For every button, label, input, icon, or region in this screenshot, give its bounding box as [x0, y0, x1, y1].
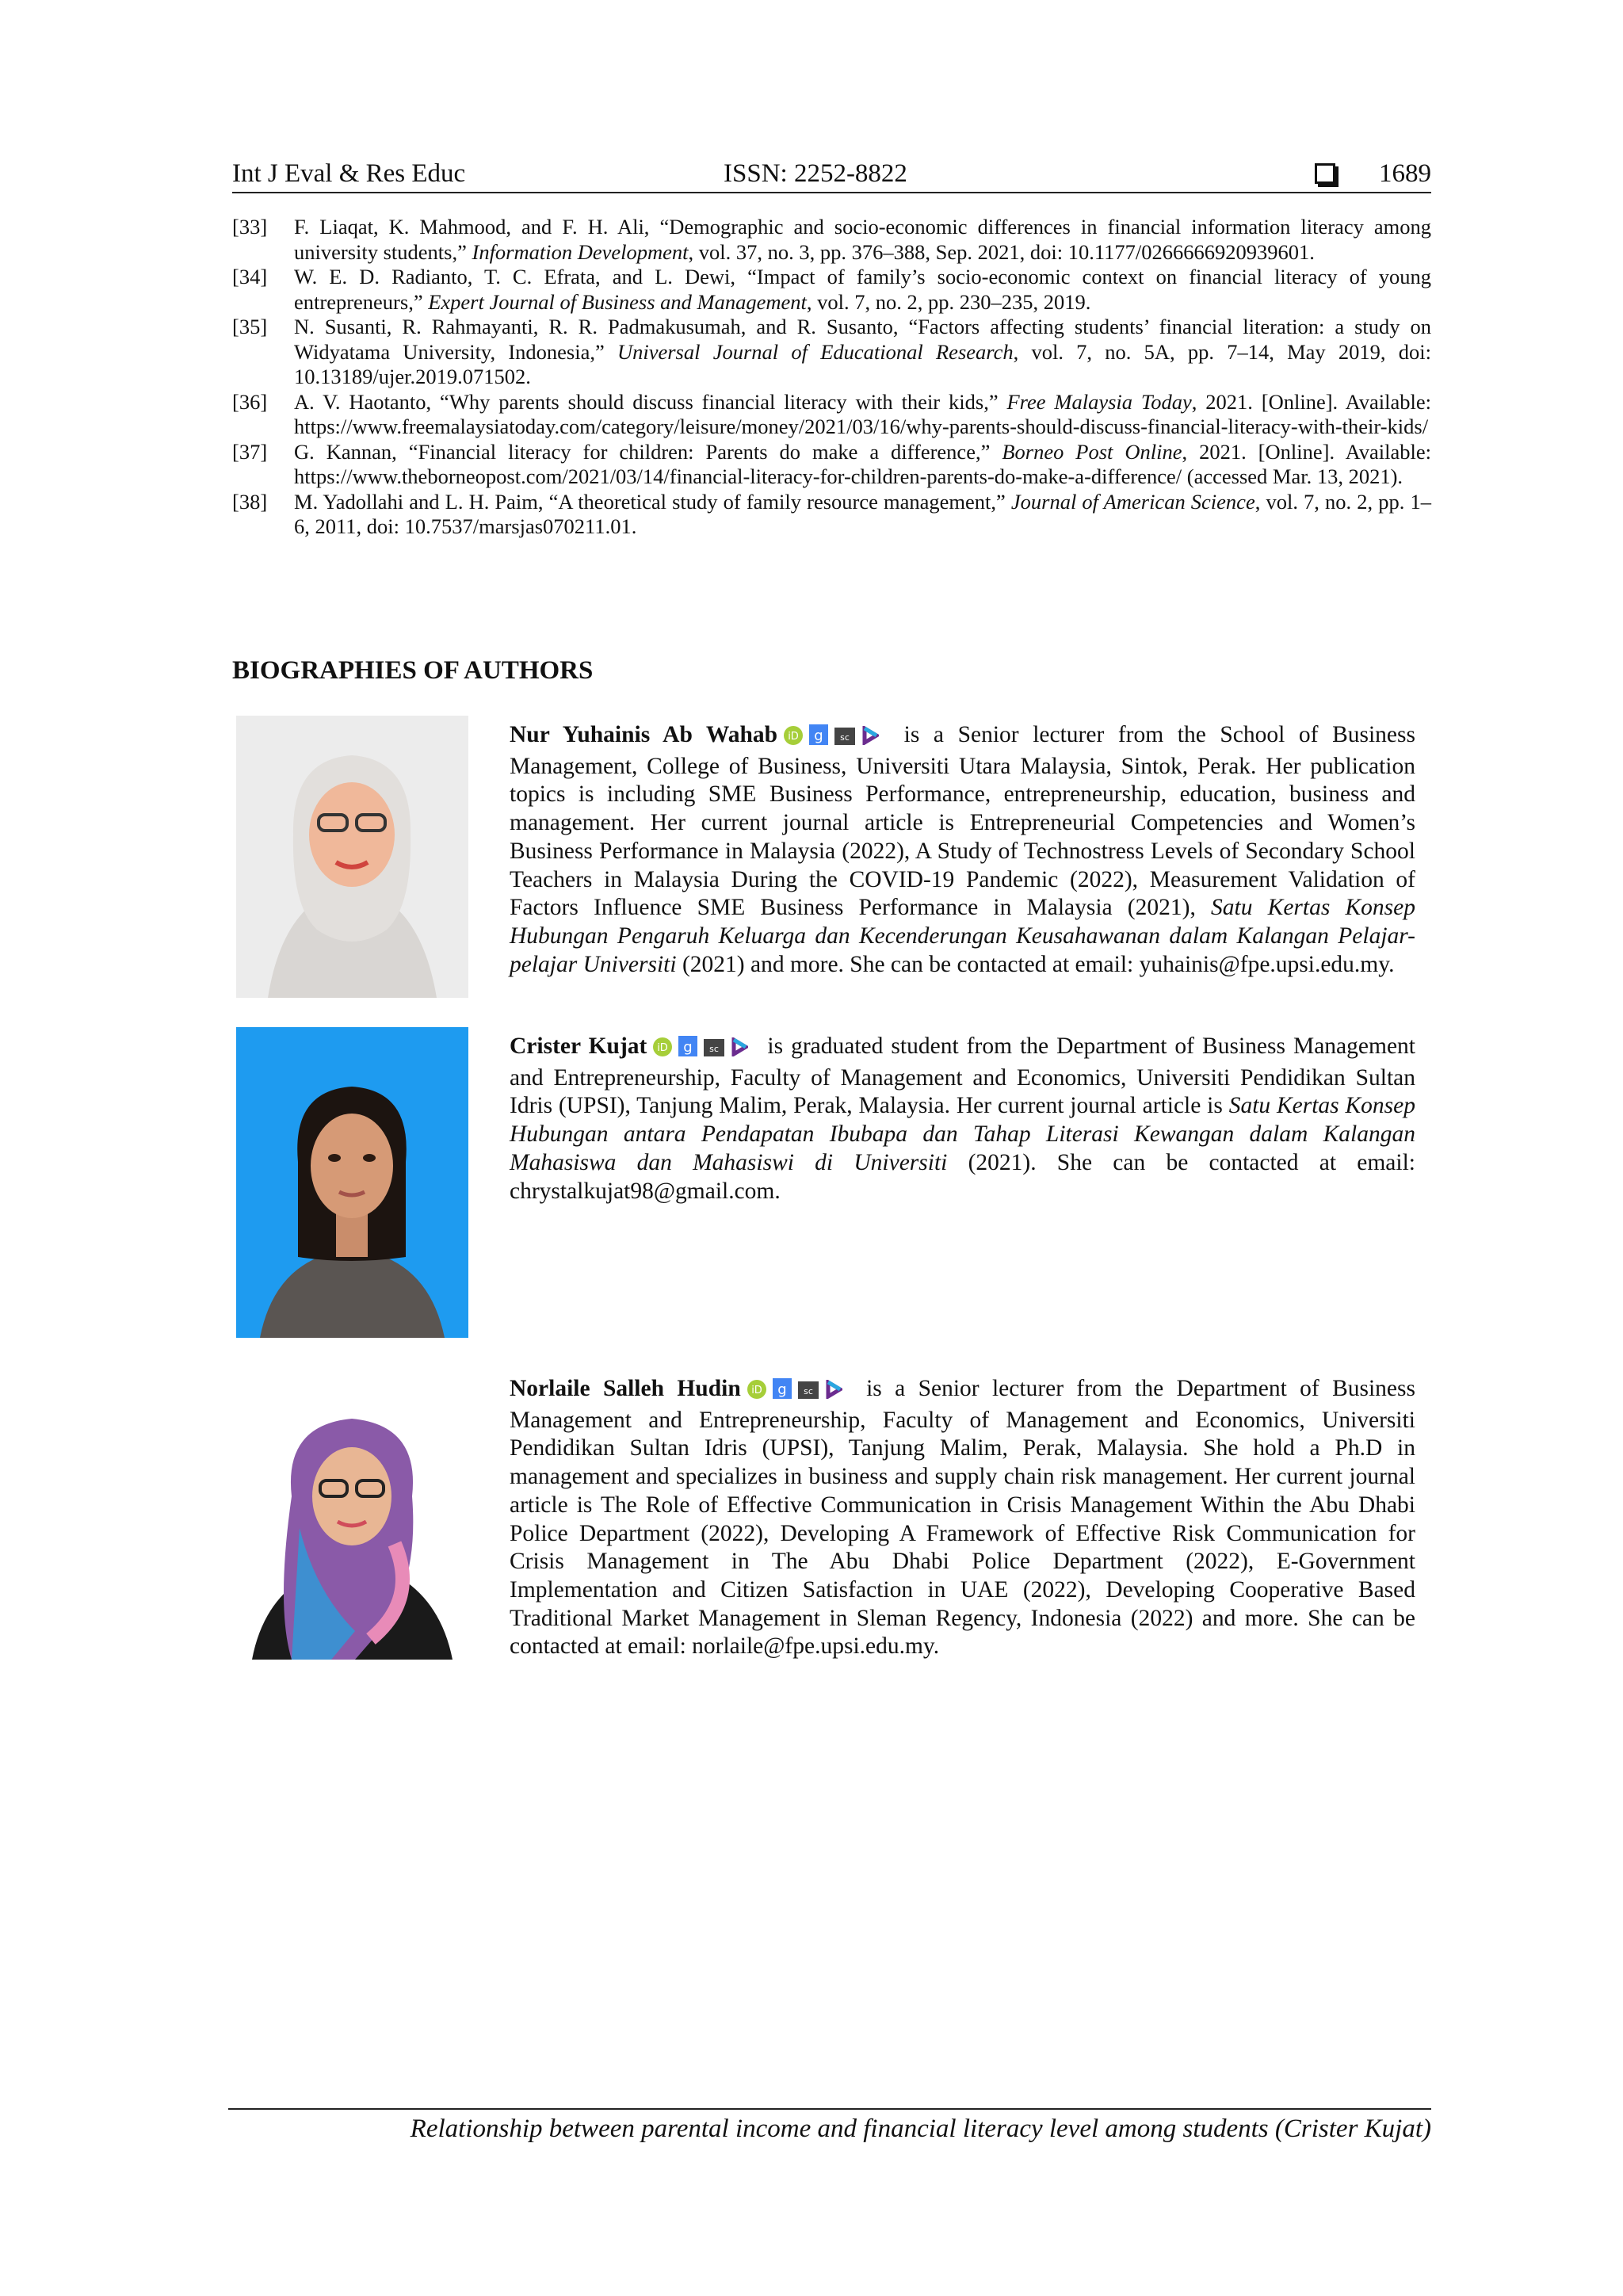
reference-number: [36] — [232, 389, 268, 414]
svg-text:iD: iD — [750, 1385, 762, 1396]
author-name: Norlaile Salleh Hudin — [510, 1376, 741, 1401]
google-scholar-icon[interactable] — [678, 1036, 697, 1064]
orcid-icon[interactable] — [747, 1378, 766, 1407]
author-profile-icons — [747, 1378, 849, 1407]
google-scholar-icon[interactable] — [773, 1378, 792, 1407]
reference-list — [232, 215, 1431, 540]
svg-text:sc: sc — [709, 1044, 720, 1054]
author-profile-icons — [784, 724, 885, 753]
author-bio-text: is graduated student from the Department of Business Management and Entrepreneurship, Faculty of Management and Economics, Universiti Pendidikan Sultan Idris (UPSI), Tanjung Malim, Perak, Malaysia. Her current journal article is — [510, 1033, 1415, 1119]
author-bio-italic: Satu Kertas Konsep Hubungan Pengaruh Keluarga dan Kecenderungan Keusahawanan dalam Kalangan Pelajar-pelajar Universiti — [510, 895, 1415, 977]
svg-text:g: g — [683, 1039, 693, 1056]
issn: ISSN: 2252-8822 — [724, 159, 907, 188]
reference-text: M. Yadollahi and L. H. Paim, “A theoretical study of family resource management,” Journal of American Science, vol. 7, no. 2, pp. 1–6, 2011, doi: 10.7537/marsjas070211.01. — [294, 489, 1431, 538]
reference-text: A. V. Haotanto, “Why parents should discuss financial literacy with their kids,” Free Malaysia Today, 2021. [Online]. Available: https://www.freemalaysiatoday.com/category/leisure/money/2021/03/16/why-parents-should-discuss-financial-literacy-with-their-kids/ — [294, 389, 1432, 438]
author-photo — [236, 716, 468, 998]
reference-item — [232, 390, 1431, 440]
reference-number: [38] — [232, 489, 268, 514]
reference-number: [37] — [232, 439, 268, 464]
section-title: BIOGRAPHIES OF AUTHORS — [232, 656, 594, 685]
svg-text:iD: iD — [788, 731, 799, 743]
svg-text:sc: sc — [803, 1386, 813, 1396]
scopus-icon[interactable] — [834, 724, 855, 753]
author-bio-text: is a Senior lecturer from the Department of Business Management and Entrepreneurship, Faculty of Management and Economics, Universiti Pendidikan Sultan Idris (UPSI), Tanjung Malim, Perak, Malaysia. She hold a Ph.D in management and specializes in business and supply chain risk management. Her current journal article is The Role of Effective Communication in Crisis Management Within the Abu Dhabi Police Department (2022), Developing A Framework of Effective Risk Communication for Crisis Management in The Abu Dhabi Police Department (2022), E-Government Implementation and Citizen Satisfaction in UAE (2022), Developing Cooperative Based Traditional Market Management in Sleman Regency, Indonesia (2022) and more. She can be contacted at email: norlaile@fpe.upsi.edu.my. — [510, 1376, 1415, 1660]
square-bullet-icon — [1315, 163, 1335, 184]
reference-item — [232, 265, 1431, 315]
reference-text: W. E. D. Radianto, T. C. Efrata, and L. Dewi, “Impact of family’s socio-economic context on financial literacy of young entrepreneurs,” Expert Journal of Business and Management, vol. 7, no. 2, pp. 230–235, 2019. — [294, 265, 1431, 314]
reference-item — [232, 490, 1431, 540]
reference-item — [232, 315, 1431, 390]
author-photo — [236, 1027, 468, 1338]
reference-text: N. Susanti, R. Rahmayanti, R. R. Padmakusumah, and R. Susanto, “Factors affecting students’ financial literation: a study on Widyatama University, Indonesia,” Universal Journal of Educational Research, vol. 7, no. 5A, pp. 7–14, May 2019, doi: 10.13189/ujer.2019.071502. — [294, 315, 1431, 388]
page-number: 1689 — [1379, 159, 1431, 188]
publons-icon[interactable] — [731, 1036, 748, 1064]
svg-text:sc: sc — [840, 732, 850, 743]
author-name: Crister Kujat — [510, 1033, 647, 1059]
reference-text: F. Liaqat, K. Mahmood, and F. H. Ali, “Demographic and socio-economic differences in financial information literacy among university students,” Information Development, vol. 37, no. 3, pp. 376–388, Sep. 2021, doi: 10.1177/0266666920939601. — [294, 215, 1431, 264]
scopus-icon[interactable] — [798, 1378, 819, 1407]
publons-icon[interactable] — [825, 1378, 842, 1407]
publons-icon[interactable] — [861, 724, 879, 753]
scopus-icon[interactable] — [704, 1036, 724, 1064]
author-profile-icons — [653, 1036, 754, 1064]
svg-text:g: g — [777, 1381, 787, 1398]
page-header — [232, 155, 1431, 193]
author-bio — [510, 721, 1415, 979]
reference-number: [35] — [232, 315, 268, 338]
author-bio — [510, 1375, 1415, 1661]
reference-number: [34] — [232, 265, 268, 288]
reference-text: G. Kannan, “Financial literacy for children: Parents do make a difference,” Borneo Post Online, 2021. [Online]. Available: https://www.theborneopost.com/2021/03/14/financial-literacy-for-children-parents-do-make-a-difference/ (accessed Mar. 13, 2021). — [294, 439, 1431, 488]
author-bio-text: (2021). She can be contacted at email: chrystalkujat98@gmail.com. — [510, 1149, 1415, 1204]
page-footer: Relationship between parental income and financial literacy level among students (Crister Kujat) — [228, 2108, 1431, 2144]
author-name: Nur Yuhainis Ab Wahab — [510, 722, 778, 747]
author-bio — [510, 1033, 1415, 1205]
google-scholar-icon[interactable] — [809, 724, 828, 753]
reference-item — [232, 215, 1431, 265]
author-bio-italic: Satu Kertas Konsep Hubungan antara Pendapatan Ibubapa dan Tahap Literasi Kewangan dalam Kalangan Mahasiswa dan Mahasiswi di Universiti — [510, 1093, 1415, 1175]
reference-item — [232, 440, 1431, 490]
orcid-icon[interactable] — [784, 724, 803, 753]
author-bio-text: (2021) and more. She can be contacted at email: yuhainis@fpe.upsi.edu.my. — [676, 951, 1395, 977]
journal-name: Int J Eval & Res Educ — [232, 159, 466, 188]
svg-text:iD: iD — [657, 1042, 669, 1054]
author-photo — [236, 1370, 468, 1660]
orcid-icon[interactable] — [653, 1036, 672, 1064]
svg-text:g: g — [814, 728, 823, 744]
author-bio-text: is a Senior lecturer from the School of Business Management, College of Business, Universiti Utara Malaysia, Sintok, Perak. Her publication topics is including SME Business Performance, entrepreneurship, education, business and management. Her current journal article is Entrepreneurial Competencies and Women’s Business Performance in Malaysia (2022), A Study of Technostress Levels of Secondary School Teachers in Malaysia During the COVID-19 Pandemic (2022), Measurement Validation of Factors Influence SME Business Performance in Malaysia (2021), — [510, 722, 1415, 921]
reference-number: [33] — [232, 215, 268, 239]
